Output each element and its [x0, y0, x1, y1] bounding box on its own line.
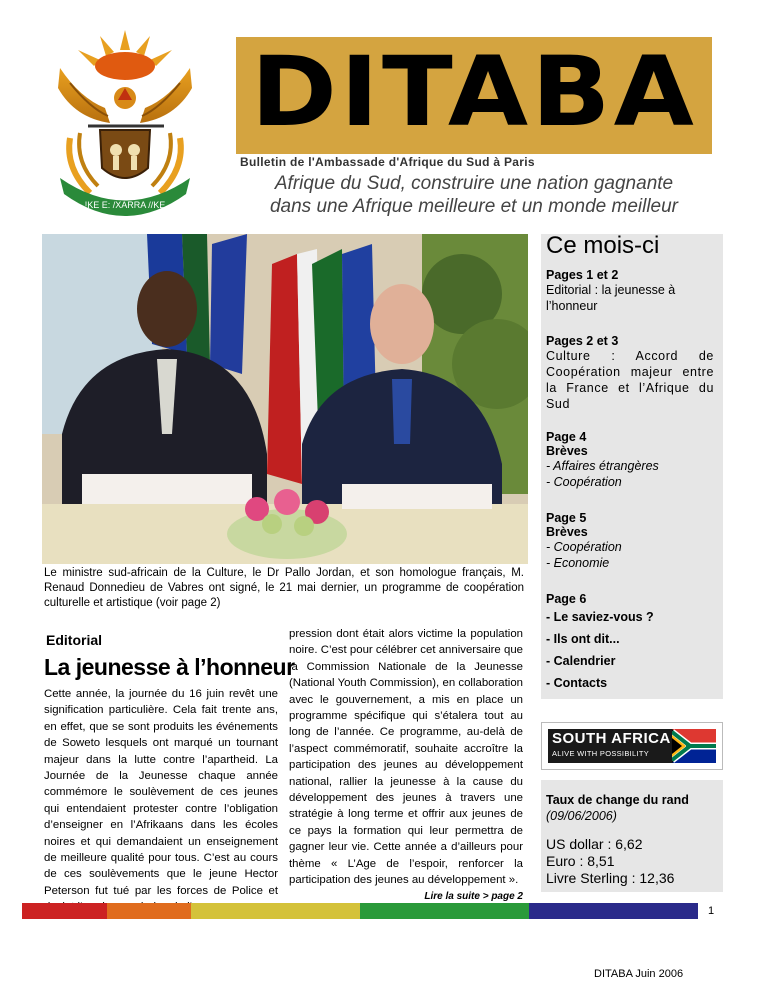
- toc-text: Editorial : la jeunesse à l’honneur: [546, 283, 676, 313]
- color-bar-segment: [276, 903, 361, 919]
- toc-pages: Pages 1 et 2: [546, 268, 619, 282]
- coat-of-arms-icon: [40, 28, 210, 218]
- toc-item: - Le saviez-vous ?: [546, 610, 654, 624]
- color-bar-segment: [22, 903, 107, 919]
- toc-entry-2: [546, 334, 714, 412]
- masthead-subtitle: Bulletin de l'Ambassade d'Afrique du Sud à Paris: [240, 155, 535, 169]
- color-bar-segment: [360, 903, 445, 919]
- editorial-column-1: Cette année, la journée du 16 juin revêt une signification particulière. Cela fait trente ans, en effet, que se sont produits les événements de Soweto lesquels ont marqué un tournant majeur dans la lutte contre l’apartheid. La Journée de la Jeunesse chaque année commémore le soulèvement de ces jeunes qui entendaient protester contre l’obligation d’enseigner en l’Afrikaans dans les écoles noires et qui demandaient un enseignement de meilleure qualité pour tous. C’est au cours de ces soulèvements que le jeune Hector Peterson fut tué par les forces de Police et: [44, 688, 278, 897]
- color-bar: [22, 903, 698, 919]
- toc-heading: Brèves: [546, 525, 588, 539]
- page-number: 1: [708, 905, 715, 917]
- read-more-link[interactable]: Lire la suite > page 2: [424, 890, 523, 902]
- toc-pages: Page 6: [546, 592, 587, 606]
- exchange-rate-eur: Euro : 8,51: [546, 853, 615, 869]
- editorial-column-2-text: pression dont était alors victime la population noire. C’est pour célébrer cet anniversaire que la Commission Nationale de la Jeunesse (National Youth Commission), en collaboration avec le gouvernement, a mis en place un programme spécifique qui s’étalera tout au long de l’année. Ce programme, au-delà de l’aspect commémoratif, souhaite accroître la participation des jeunes au développement national, rallier la jeunesse à la cause du développement des jeunes à travers une stratégie à long terme et offrir aux jeunes de ce pays la formation qui leur permettra de gagner leur vie. Cette année a d’ailleurs pour thème « L’Age de l’espoir, renforcer la participation des jeunes au développement ».: [289, 628, 523, 887]
- toc-item: - Coopération: [546, 475, 622, 489]
- editorial-title: La jeunesse à l’honneur: [44, 654, 295, 680]
- exchange-rate-usd: US dollar : 6,62: [546, 836, 643, 852]
- editorial-label: Editorial: [46, 632, 103, 648]
- editorial-column-2: [289, 626, 523, 905]
- sidebar-title: Ce mois-ci: [546, 232, 660, 259]
- toc-item: - Ils ont dit...: [546, 632, 620, 646]
- signing-photo: [42, 234, 528, 564]
- color-bar-segment: [191, 903, 276, 919]
- color-bar-segment: [614, 903, 699, 919]
- toc-item: - Contacts: [546, 676, 608, 690]
- slogan: [236, 172, 712, 218]
- color-bar-segment: [529, 903, 614, 919]
- toc-heading: Brèves: [546, 444, 588, 458]
- toc-entry-1: [546, 268, 714, 314]
- slogan-line-2: dans une Afrique meilleure et un monde meilleur: [269, 196, 679, 217]
- south-africa-logo: [541, 722, 723, 770]
- toc-entry-3: [546, 430, 714, 490]
- coat-motto: !KE E: /XARRA //KE: [84, 200, 166, 210]
- toc-item: - Coopération: [546, 540, 622, 554]
- exchange-date: (09/06/2006): [546, 809, 617, 823]
- masthead-title: DITABA: [250, 36, 698, 148]
- photo-caption: Le ministre sud-africain de la Culture, le Dr Pallo Jordan, et son homologue français, M. Renaud Donnedieu de Vabres ont signé, le 21 mai dernier, un programme de coopération culturelle et artistique (voir page 2): [44, 567, 524, 609]
- toc-item: - Calendrier: [546, 654, 616, 668]
- toc-text: Culture : Accord de Coopération majeur entre la France et l’Afrique du Sud: [546, 349, 714, 411]
- sa-logo-line1: SOUTH AFRICA: [552, 730, 671, 747]
- exchange-title: Taux de change du rand: [546, 793, 689, 807]
- slogan-line-1: Afrique du Sud, construire une nation gagnante: [274, 173, 674, 194]
- toc-item: - Economie: [546, 556, 610, 570]
- footer: DITABA Juin 2006: [594, 968, 684, 980]
- toc-entry-4: [546, 511, 714, 571]
- sa-flag-icon: [672, 729, 716, 763]
- toc-pages: Page 4: [546, 430, 587, 444]
- color-bar-segment: [107, 903, 192, 919]
- sa-logo-line2: ALIVE WITH POSSIBILITY: [552, 749, 650, 758]
- toc-item: - Affaires étrangères: [546, 459, 659, 473]
- color-bar-segment: [445, 903, 530, 919]
- toc-pages: Pages 2 et 3: [546, 334, 619, 348]
- exchange-rate-gbp: Livre Sterling : 12,36: [546, 870, 675, 886]
- toc-entry-5: [546, 592, 714, 694]
- toc-pages: Page 5: [546, 511, 587, 525]
